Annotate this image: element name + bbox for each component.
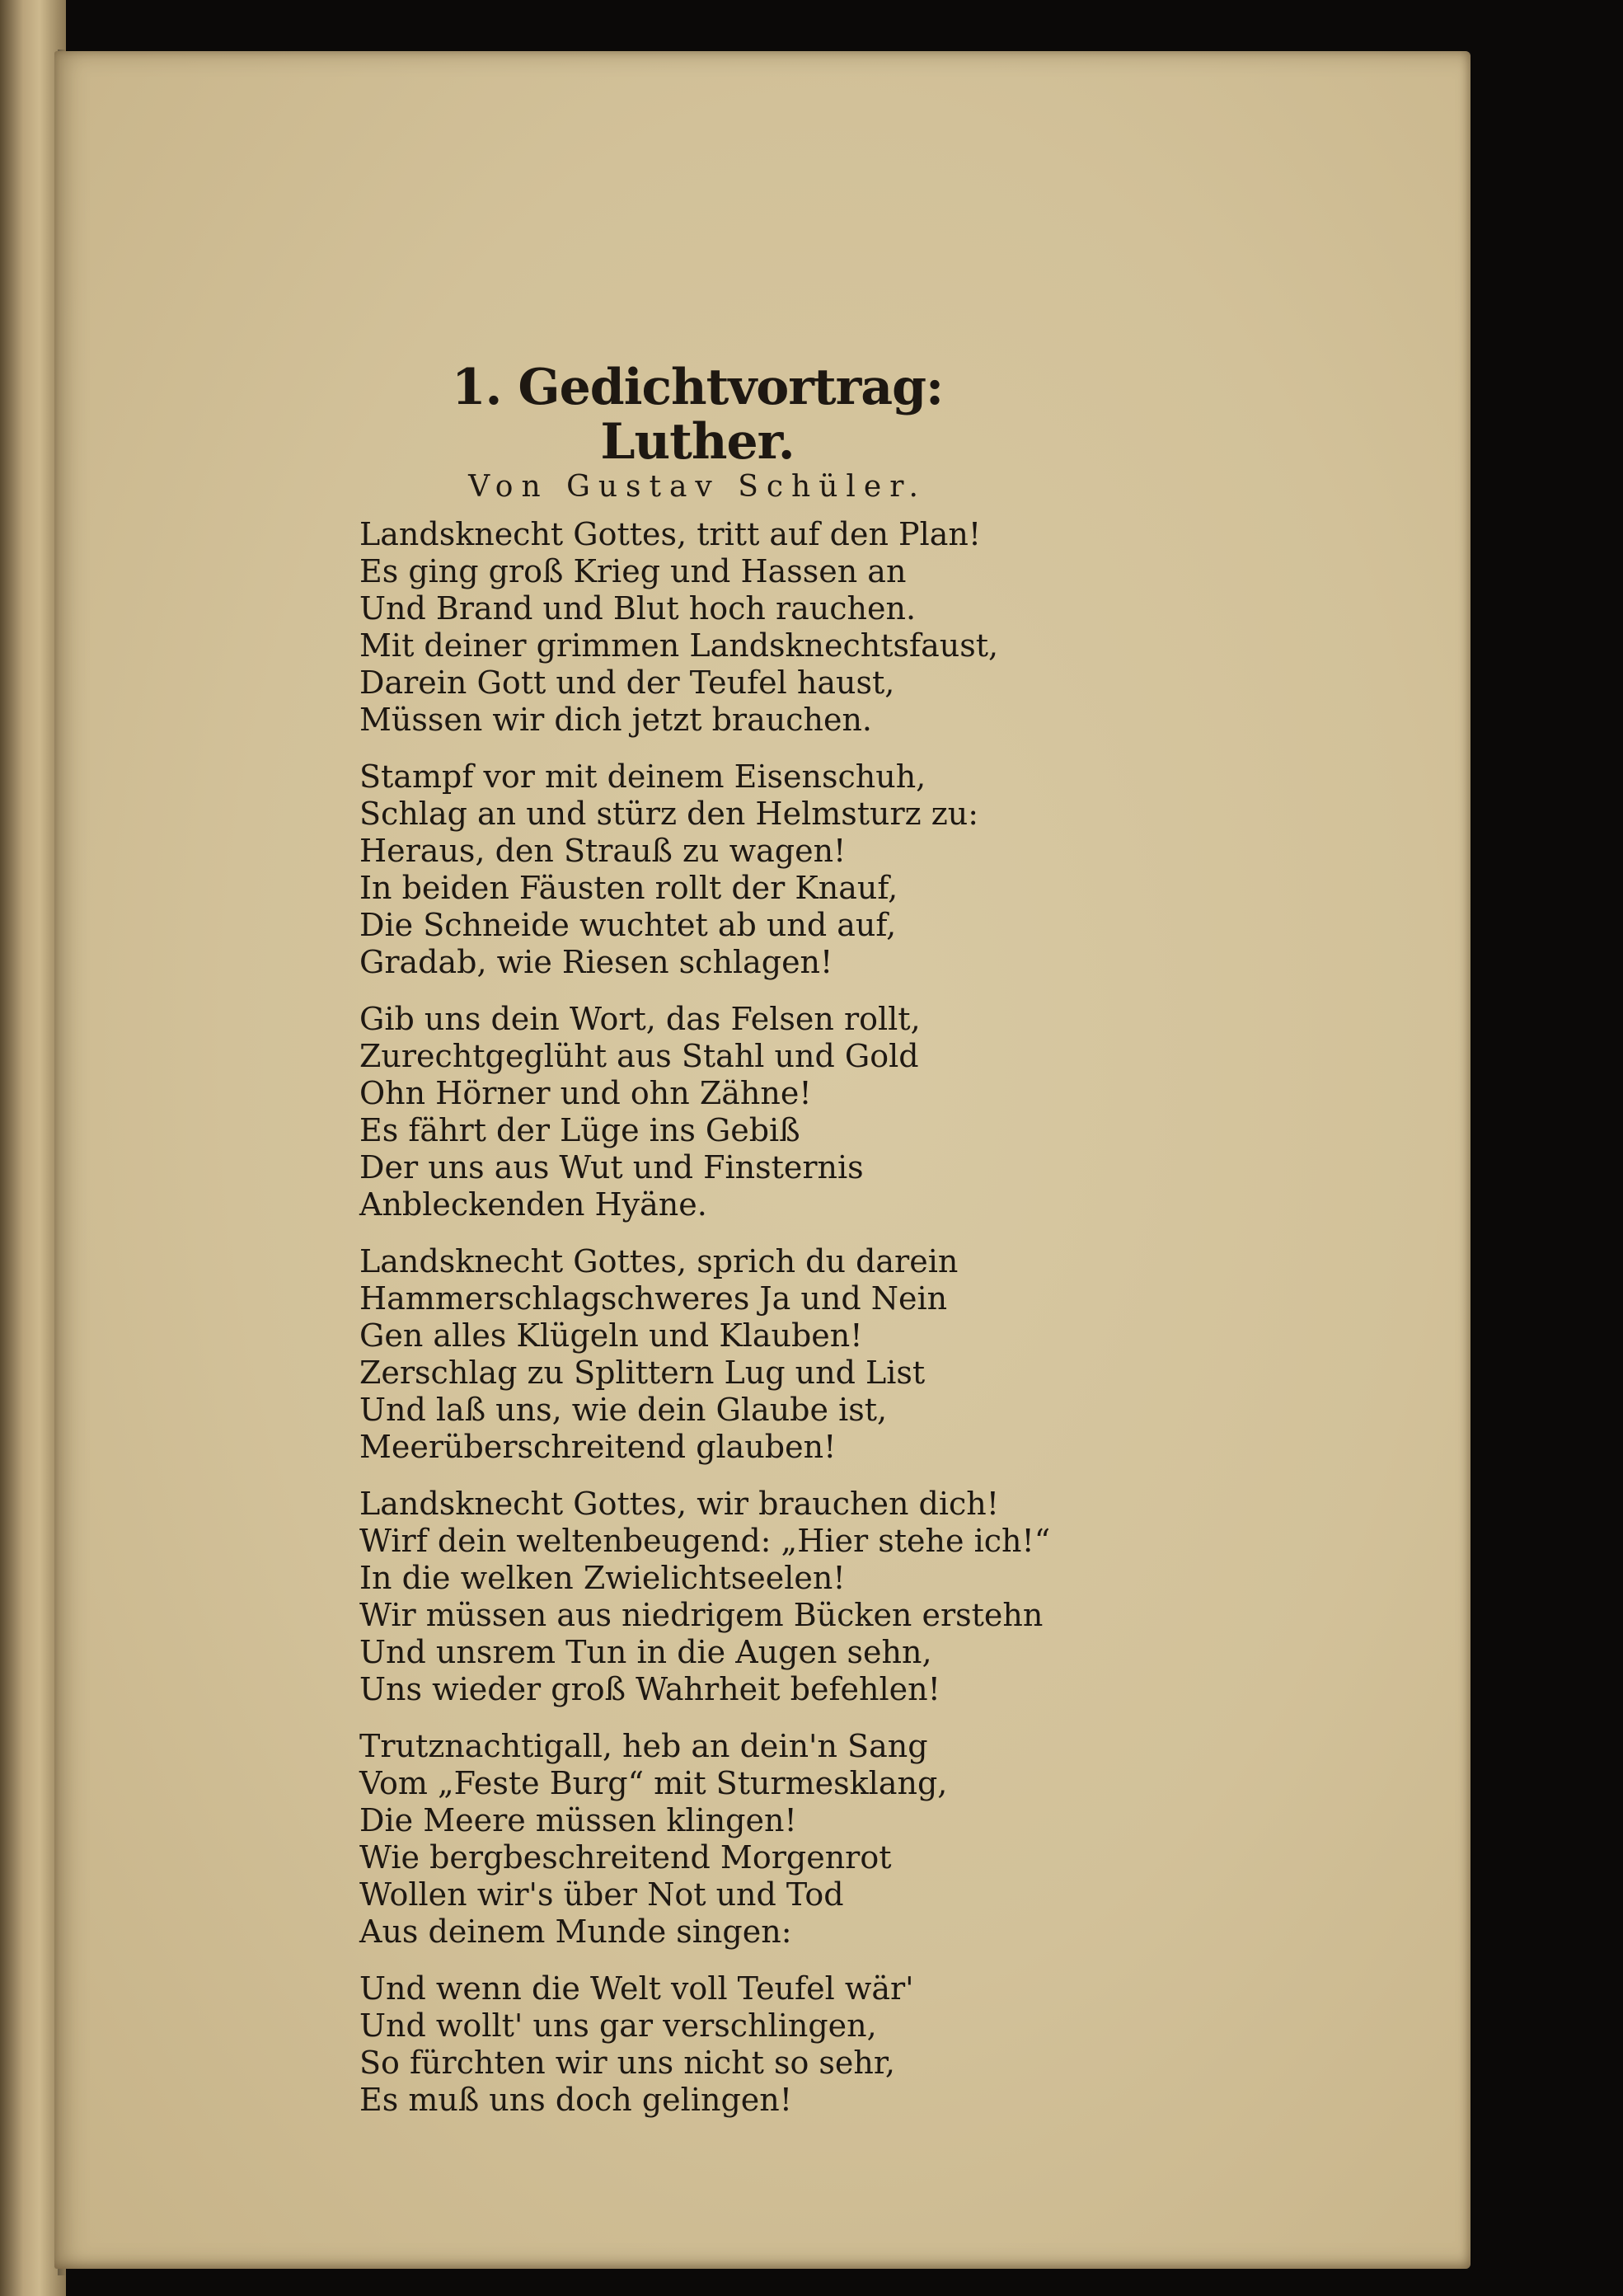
poem-line: Es fährt der Lüge ins Gebiß [359, 1112, 800, 1149]
poem-line: So fürchten wir uns nicht so sehr, [359, 2045, 895, 2082]
poem-line: Es ging groß Krieg und Hassen an [359, 553, 907, 590]
poem-line: Und laß uns, wie dein Glaube ist, [359, 1392, 888, 1429]
poem-line: In die welken Zwielichtseelen! [359, 1560, 846, 1597]
poem-line: Aus deinem Munde singen: [359, 1913, 792, 1951]
poem-author: Von Gustav Schüler. [468, 470, 926, 504]
stanza [359, 1001, 1266, 1223]
poem-line: Und unsrem Tun in die Augen sehn, [359, 1634, 932, 1671]
poem-line: Zurechtgeglüht aus Stahl und Gold [359, 1038, 919, 1075]
poem-line: Die Meere müssen klingen! [359, 1802, 797, 1839]
poem-line: Hammerschlagschweres Ja und Nein [359, 1280, 948, 1317]
poem-line: Darein Gott und der Teufel haust, [359, 664, 895, 702]
poem-line: Wirf dein weltenbeugend: „Hier stehe ich!“ [359, 1523, 1051, 1560]
poem-line: Anbleckenden Hyäne. [359, 1186, 707, 1223]
poem-line: Zerschlag zu Splittern Lug und List [359, 1355, 926, 1392]
poem-line: Landsknecht Gottes, tritt auf den Plan! [359, 516, 982, 553]
stanza [359, 516, 1266, 739]
poem-line: Wollen wir's über Not und Tod [359, 1876, 844, 1913]
poem-line: Müssen wir dich jetzt brauchen. [359, 702, 872, 739]
book-page [54, 51, 1471, 2269]
poem-line: Vom „Feste Burg“ mit Sturmesklang, [359, 1765, 948, 1802]
poem-title: 1. Gedichtvortrag: Luther. [451, 359, 944, 471]
stanza-list [359, 516, 1266, 2119]
poem-line: Die Schneide wuchtet ab und auf, [359, 907, 897, 944]
poem-line: Und wollt' uns gar verschlingen, [359, 2007, 877, 2045]
poem-line: Wie bergbeschreitend Morgenrot [359, 1839, 892, 1876]
poem-line: Schlag an und stürz den Helmsturz zu: [359, 796, 979, 833]
poem [359, 298, 1266, 2139]
poem-line: Der uns aus Wut und Finsternis [359, 1149, 864, 1186]
poem-line: Stampf vor mit deinem Eisenschuh, [359, 758, 926, 796]
poem-line: Landsknecht Gottes, sprich du darein [359, 1243, 959, 1280]
poem-line: Wir müssen aus niedrigem Bücken erstehn [359, 1597, 1044, 1634]
poem-line: Es muß uns doch gelingen! [359, 2082, 793, 2119]
poem-line: Mit deiner grimmen Landsknechtsfaust, [359, 627, 999, 664]
poem-line: Landsknecht Gottes, wir brauchen dich! [359, 1486, 1000, 1523]
poem-line: Und wenn die Welt voll Teufel wär' [359, 1970, 914, 2007]
poem-line: Meerüberschreitend glauben! [359, 1429, 837, 1466]
stanza [359, 1728, 1266, 1951]
stanza [359, 758, 1266, 981]
poem-line: Uns wieder groß Wahrheit befehlen! [359, 1671, 940, 1708]
poem-line: In beiden Fäusten rollt der Knauf, [359, 870, 898, 907]
poem-line: Trutznachtigall, heb an dein'n Sang [359, 1728, 928, 1765]
poem-line: Gradab, wie Riesen schlagen! [359, 944, 833, 981]
poem-line: Gib uns dein Wort, das Felsen rollt, [359, 1001, 921, 1038]
poem-line: Und Brand und Blut hoch rauchen. [359, 590, 917, 627]
poem-line: Heraus, den Strauß zu wagen! [359, 833, 847, 870]
poem-line: Ohn Hörner und ohn Zähne! [359, 1075, 812, 1112]
stanza [359, 1486, 1266, 1708]
stanza [359, 1243, 1266, 1466]
poem-line: Gen alles Klügeln und Klauben! [359, 1317, 863, 1355]
stanza [359, 1970, 1266, 2119]
